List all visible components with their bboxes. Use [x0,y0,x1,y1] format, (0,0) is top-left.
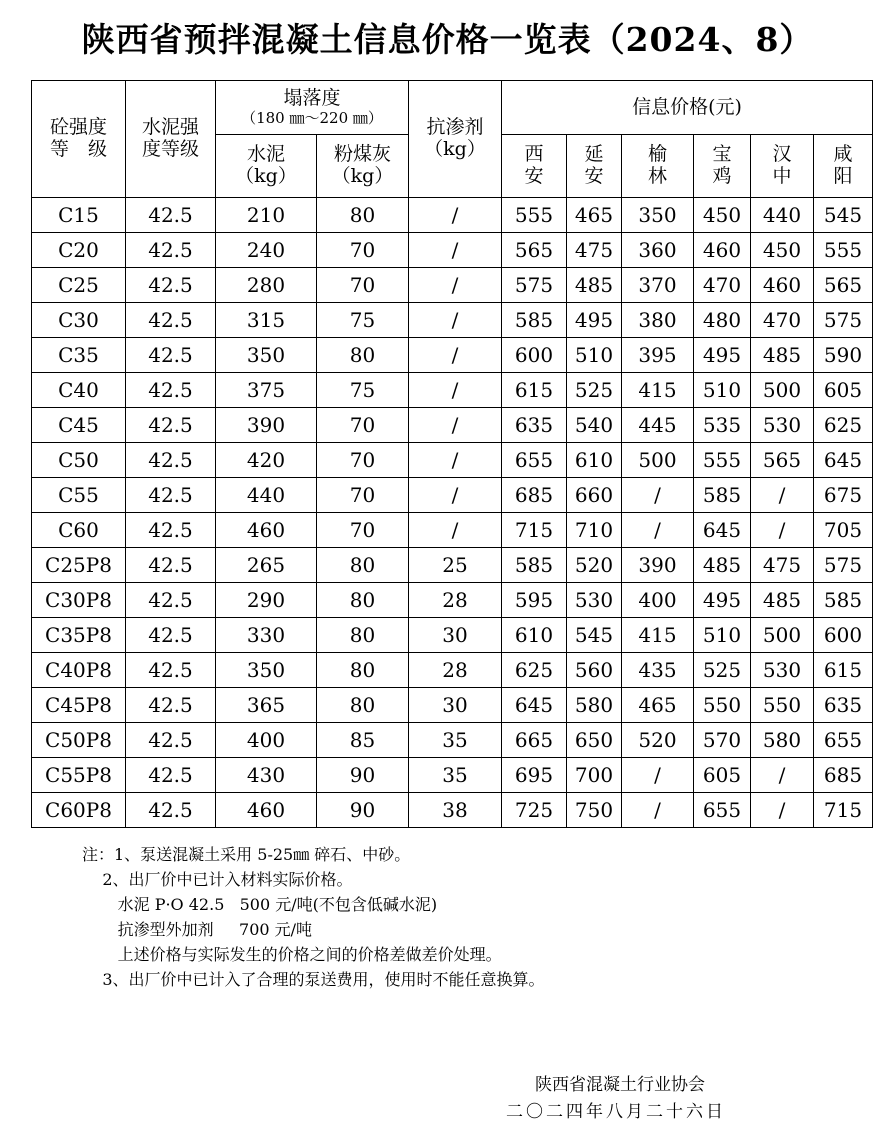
table-cell: 465 [622,688,694,723]
table-cell: 570 [694,723,751,758]
table-cell: 715 [502,513,567,548]
page-title: 陕西省预拌混凝土信息价格一览表（2024、8） [81,20,814,59]
table-cell: 42.5 [126,548,216,583]
header-cement-grade-line2: 度等级 [141,138,199,160]
table-cell: 42.5 [126,758,216,793]
table-cell: 42.5 [126,268,216,303]
table-cell: 360 [622,233,694,268]
table-cell: 470 [751,303,814,338]
table-cell: 70 [317,513,409,548]
table-cell: C20 [32,233,126,268]
table-cell: 600 [814,618,873,653]
table-cell: / [409,338,502,373]
table-cell: 685 [502,478,567,513]
table-cell: C30P8 [32,583,126,618]
table-cell: 70 [317,478,409,513]
table-row [32,303,873,338]
table-cell: 350 [216,653,317,688]
note-line: 注：1、泵送混凝土采用 5-25㎜ 碎石、中砂。 [82,845,411,864]
city-line1: 咸 [833,143,853,166]
table-cell: 555 [502,198,567,233]
header-admixture-line2: （kg） [424,138,486,160]
header-city-xianyang [814,135,873,198]
table-cell: 650 [567,723,622,758]
table-row [32,233,873,268]
table-cell: 725 [502,793,567,828]
table-row [32,513,873,548]
table-cell: 42.5 [126,478,216,513]
note-line: 3、出厂价中已计入了合理的泵送费用，使用时不能任意换算。 [82,970,545,989]
table-cell: 575 [814,303,873,338]
table-cell: 28 [409,653,502,688]
table-cell: 580 [751,723,814,758]
table-cell: 450 [751,233,814,268]
table-row [32,338,873,373]
table-cell: 645 [502,688,567,723]
table-cell: 30 [409,618,502,653]
table-row [32,793,873,828]
table-cell: C30 [32,303,126,338]
header-city-yulin [622,135,694,198]
table-cell: 565 [814,268,873,303]
table-cell: 390 [216,408,317,443]
table-cell: 42.5 [126,443,216,478]
table-cell: 80 [317,688,409,723]
table-cell: / [409,268,502,303]
table-cell: 485 [751,583,814,618]
table-cell: 565 [751,443,814,478]
table-cell: 510 [694,373,751,408]
table-cell: 70 [317,443,409,478]
table-cell: 485 [567,268,622,303]
city-line2: 安 [524,165,544,187]
table-cell: / [622,758,694,793]
table-cell: 330 [216,618,317,653]
note-line: 抗渗型外加剂 700 元/吨 [82,920,313,939]
table-cell: 42.5 [126,513,216,548]
city-line1: 延 [584,143,604,166]
header-grade [32,81,126,198]
table-cell: 535 [694,408,751,443]
table-cell: 675 [814,478,873,513]
table-cell: 645 [814,443,873,478]
table-cell: 495 [567,303,622,338]
table-cell: 210 [216,198,317,233]
table-cell: 525 [567,373,622,408]
table-cell: 610 [502,618,567,653]
header-cement-line1: 水泥 [246,143,285,166]
header-city-baoji [694,135,751,198]
header-flyash [317,135,409,198]
table-cell: 290 [216,583,317,618]
table-cell: 395 [622,338,694,373]
table-row [32,583,873,618]
table-cell: 370 [622,268,694,303]
table-cell: 35 [409,723,502,758]
city-line1: 宝 [712,143,732,166]
table-cell: 42.5 [126,618,216,653]
table-cell: 550 [751,688,814,723]
table-cell: 655 [694,793,751,828]
header-slump-label: 塌落度 [283,86,341,109]
header-grade-line1: 砼强度 [49,116,107,139]
table-cell: 350 [622,198,694,233]
table-cell: 510 [694,618,751,653]
table-cell: 635 [814,688,873,723]
table-cell: 600 [502,338,567,373]
table-cell: 350 [216,338,317,373]
table-cell: 265 [216,548,317,583]
table-cell: 615 [814,653,873,688]
table-cell: 480 [694,303,751,338]
table-cell: 280 [216,268,317,303]
table-row [32,268,873,303]
table-cell: / [622,513,694,548]
table-cell: 550 [694,688,751,723]
city-line1: 汉 [772,143,792,166]
table-row [32,653,873,688]
table-cell: 435 [622,653,694,688]
table-body [32,198,873,828]
table-cell: 90 [317,758,409,793]
table-cell: 700 [567,758,622,793]
table-cell: 38 [409,793,502,828]
table-cell: 685 [814,758,873,793]
city-line2: 安 [584,165,604,187]
table-cell: 605 [814,373,873,408]
table-cell: 540 [567,408,622,443]
table-cell: 450 [694,198,751,233]
city-line2: 中 [772,165,792,187]
table-row [32,548,873,583]
table-cell: C50 [32,443,126,478]
table-cell: C25 [32,268,126,303]
table-cell: 42.5 [126,688,216,723]
table-cell: 705 [814,513,873,548]
table-cell: / [622,478,694,513]
table-cell: 595 [502,583,567,618]
table-cell: / [409,198,502,233]
table-cell: / [409,408,502,443]
table-cell: 510 [567,338,622,373]
table-cell: 80 [317,583,409,618]
table-row [32,408,873,443]
header-city-xian [502,135,567,198]
table-cell: 70 [317,408,409,443]
table-cell: 80 [317,618,409,653]
table-row [32,443,873,478]
table-cell: 445 [622,408,694,443]
table-cell: / [622,793,694,828]
table-cell: 35 [409,758,502,793]
table-cell: 380 [622,303,694,338]
table-row [32,688,873,723]
table-cell: 605 [694,758,751,793]
table-cell: 365 [216,688,317,723]
note-line: 上述价格与实际发生的价格之间的价格差做差价处理。 [82,945,502,964]
table-cell: 42.5 [126,303,216,338]
table-cell: C60P8 [32,793,126,828]
table-cell: / [751,513,814,548]
table-cell: 70 [317,233,409,268]
table-cell: 460 [216,793,317,828]
table-cell: C55P8 [32,758,126,793]
table-cell: 400 [622,583,694,618]
header-cement-grade [126,81,216,198]
table-cell: 710 [567,513,622,548]
city-line2: 林 [647,165,667,187]
table-cell: 635 [502,408,567,443]
table-cell: 625 [814,408,873,443]
table-cell: 610 [567,443,622,478]
notes [82,842,545,992]
note-line: 水泥 P·O 42.5 500 元/吨(不包含低碱水泥) [82,895,438,914]
table-cell: 615 [502,373,567,408]
table-cell: / [409,303,502,338]
table-cell: 475 [751,548,814,583]
table-cell: C45P8 [32,688,126,723]
table-cell: C40 [32,373,126,408]
table-cell: 28 [409,583,502,618]
table-cell: 420 [216,443,317,478]
table-cell: 42.5 [126,233,216,268]
table-cell: 500 [622,443,694,478]
table-cell: 525 [694,653,751,688]
table-cell: 415 [622,373,694,408]
table-cell: 85 [317,723,409,758]
table-cell: 390 [622,548,694,583]
table-cell: 42.5 [126,793,216,828]
table-cell: 75 [317,303,409,338]
table-cell: 460 [694,233,751,268]
table-cell: 80 [317,548,409,583]
table-cell: 750 [567,793,622,828]
table-cell: 585 [694,478,751,513]
table-cell: 575 [814,548,873,583]
table-cell: 42.5 [126,653,216,688]
table-row [32,758,873,793]
header-cement-line2: （kg） [235,165,297,187]
table-cell: 655 [502,443,567,478]
table-row [32,373,873,408]
table-cell: 42.5 [126,583,216,618]
table-cell: 645 [694,513,751,548]
table-cell: 565 [502,233,567,268]
table-cell: 555 [694,443,751,478]
table-cell: 585 [502,303,567,338]
table-cell: 70 [317,268,409,303]
table-cell: 500 [751,373,814,408]
table-cell: 530 [751,653,814,688]
table-cell: 80 [317,653,409,688]
table-cell: 90 [317,793,409,828]
table-cell: 660 [567,478,622,513]
header-flyash-line2: （kg） [331,165,394,187]
table-cell: 575 [502,268,567,303]
table-cell: 460 [751,268,814,303]
table-cell: 80 [317,198,409,233]
city-line1: 西 [524,143,544,166]
table-row [32,618,873,653]
table-cell: 42.5 [126,408,216,443]
table-cell: C60 [32,513,126,548]
header-admixture-line1: 抗渗剂 [426,116,484,139]
table-cell: 415 [622,618,694,653]
table-cell: / [751,478,814,513]
table-cell: 75 [317,373,409,408]
table-cell: 580 [567,688,622,723]
table-cell: C35P8 [32,618,126,653]
table-cell: / [751,758,814,793]
table-cell: 520 [567,548,622,583]
footer-org: 陕西省混凝土行业协会 [535,1075,705,1095]
header-admixture [409,81,502,198]
table-cell: 42.5 [126,338,216,373]
table-row [32,723,873,758]
table-cell: 485 [694,548,751,583]
table-cell: C45 [32,408,126,443]
header-city-yanan [567,135,622,198]
table-cell: C40P8 [32,653,126,688]
table-cell: 465 [567,198,622,233]
footer-date: 二〇二四年八月二十六日 [506,1102,726,1122]
table-cell: 460 [216,513,317,548]
table-cell: 555 [814,233,873,268]
table-cell: C25P8 [32,548,126,583]
note-line: 2、出厂价中已计入材料实际价格。 [82,870,353,889]
table-cell: / [409,478,502,513]
table-row [32,198,873,233]
header-cement-grade-line1: 水泥强 [141,116,199,139]
table-cell: 560 [567,653,622,688]
city-line2: 鸡 [712,165,732,187]
table-cell: C15 [32,198,126,233]
header-slump [216,81,409,135]
header-flyash-line1: 粉煤灰 [333,143,391,166]
header-city-hanzhong [751,135,814,198]
table-cell: 545 [567,618,622,653]
table-cell: 625 [502,653,567,688]
header-cement [216,135,317,198]
table-cell: C55 [32,478,126,513]
header-price: 信息价格(元) [502,81,873,135]
price-table [31,80,873,828]
table-cell: / [409,443,502,478]
table-cell: 715 [814,793,873,828]
table-cell: 42.5 [126,723,216,758]
table-cell: 545 [814,198,873,233]
table-cell: 585 [502,548,567,583]
table-cell: / [409,373,502,408]
table-cell: 440 [751,198,814,233]
table-cell: 495 [694,338,751,373]
table-cell: 42.5 [126,373,216,408]
table-cell: 590 [814,338,873,373]
header-grade-line2: 等 级 [49,138,107,160]
table-cell: 400 [216,723,317,758]
city-line1: 榆 [647,143,667,166]
table-cell: C35 [32,338,126,373]
table-cell: 80 [317,338,409,373]
table-cell: 530 [567,583,622,618]
table-cell: / [751,793,814,828]
table-cell: 315 [216,303,317,338]
table-row [32,478,873,513]
table-cell: 665 [502,723,567,758]
table-cell: 655 [814,723,873,758]
city-line2: 阳 [833,165,853,187]
table-cell: 695 [502,758,567,793]
table-cell: 520 [622,723,694,758]
table-cell: 485 [751,338,814,373]
table-cell: 470 [694,268,751,303]
header-slump-range: （180 ㎜～220 ㎜） [241,108,383,127]
table-cell: 430 [216,758,317,793]
table-cell: 375 [216,373,317,408]
table-cell: / [409,233,502,268]
table-cell: 30 [409,688,502,723]
table-cell: 240 [216,233,317,268]
table-cell: 585 [814,583,873,618]
table-cell: C50P8 [32,723,126,758]
table-cell: 530 [751,408,814,443]
table-cell: 25 [409,548,502,583]
table-cell: 495 [694,583,751,618]
table-cell: 475 [567,233,622,268]
table-cell: 500 [751,618,814,653]
table-cell: 440 [216,478,317,513]
table-cell: / [409,513,502,548]
table-cell: 42.5 [126,198,216,233]
